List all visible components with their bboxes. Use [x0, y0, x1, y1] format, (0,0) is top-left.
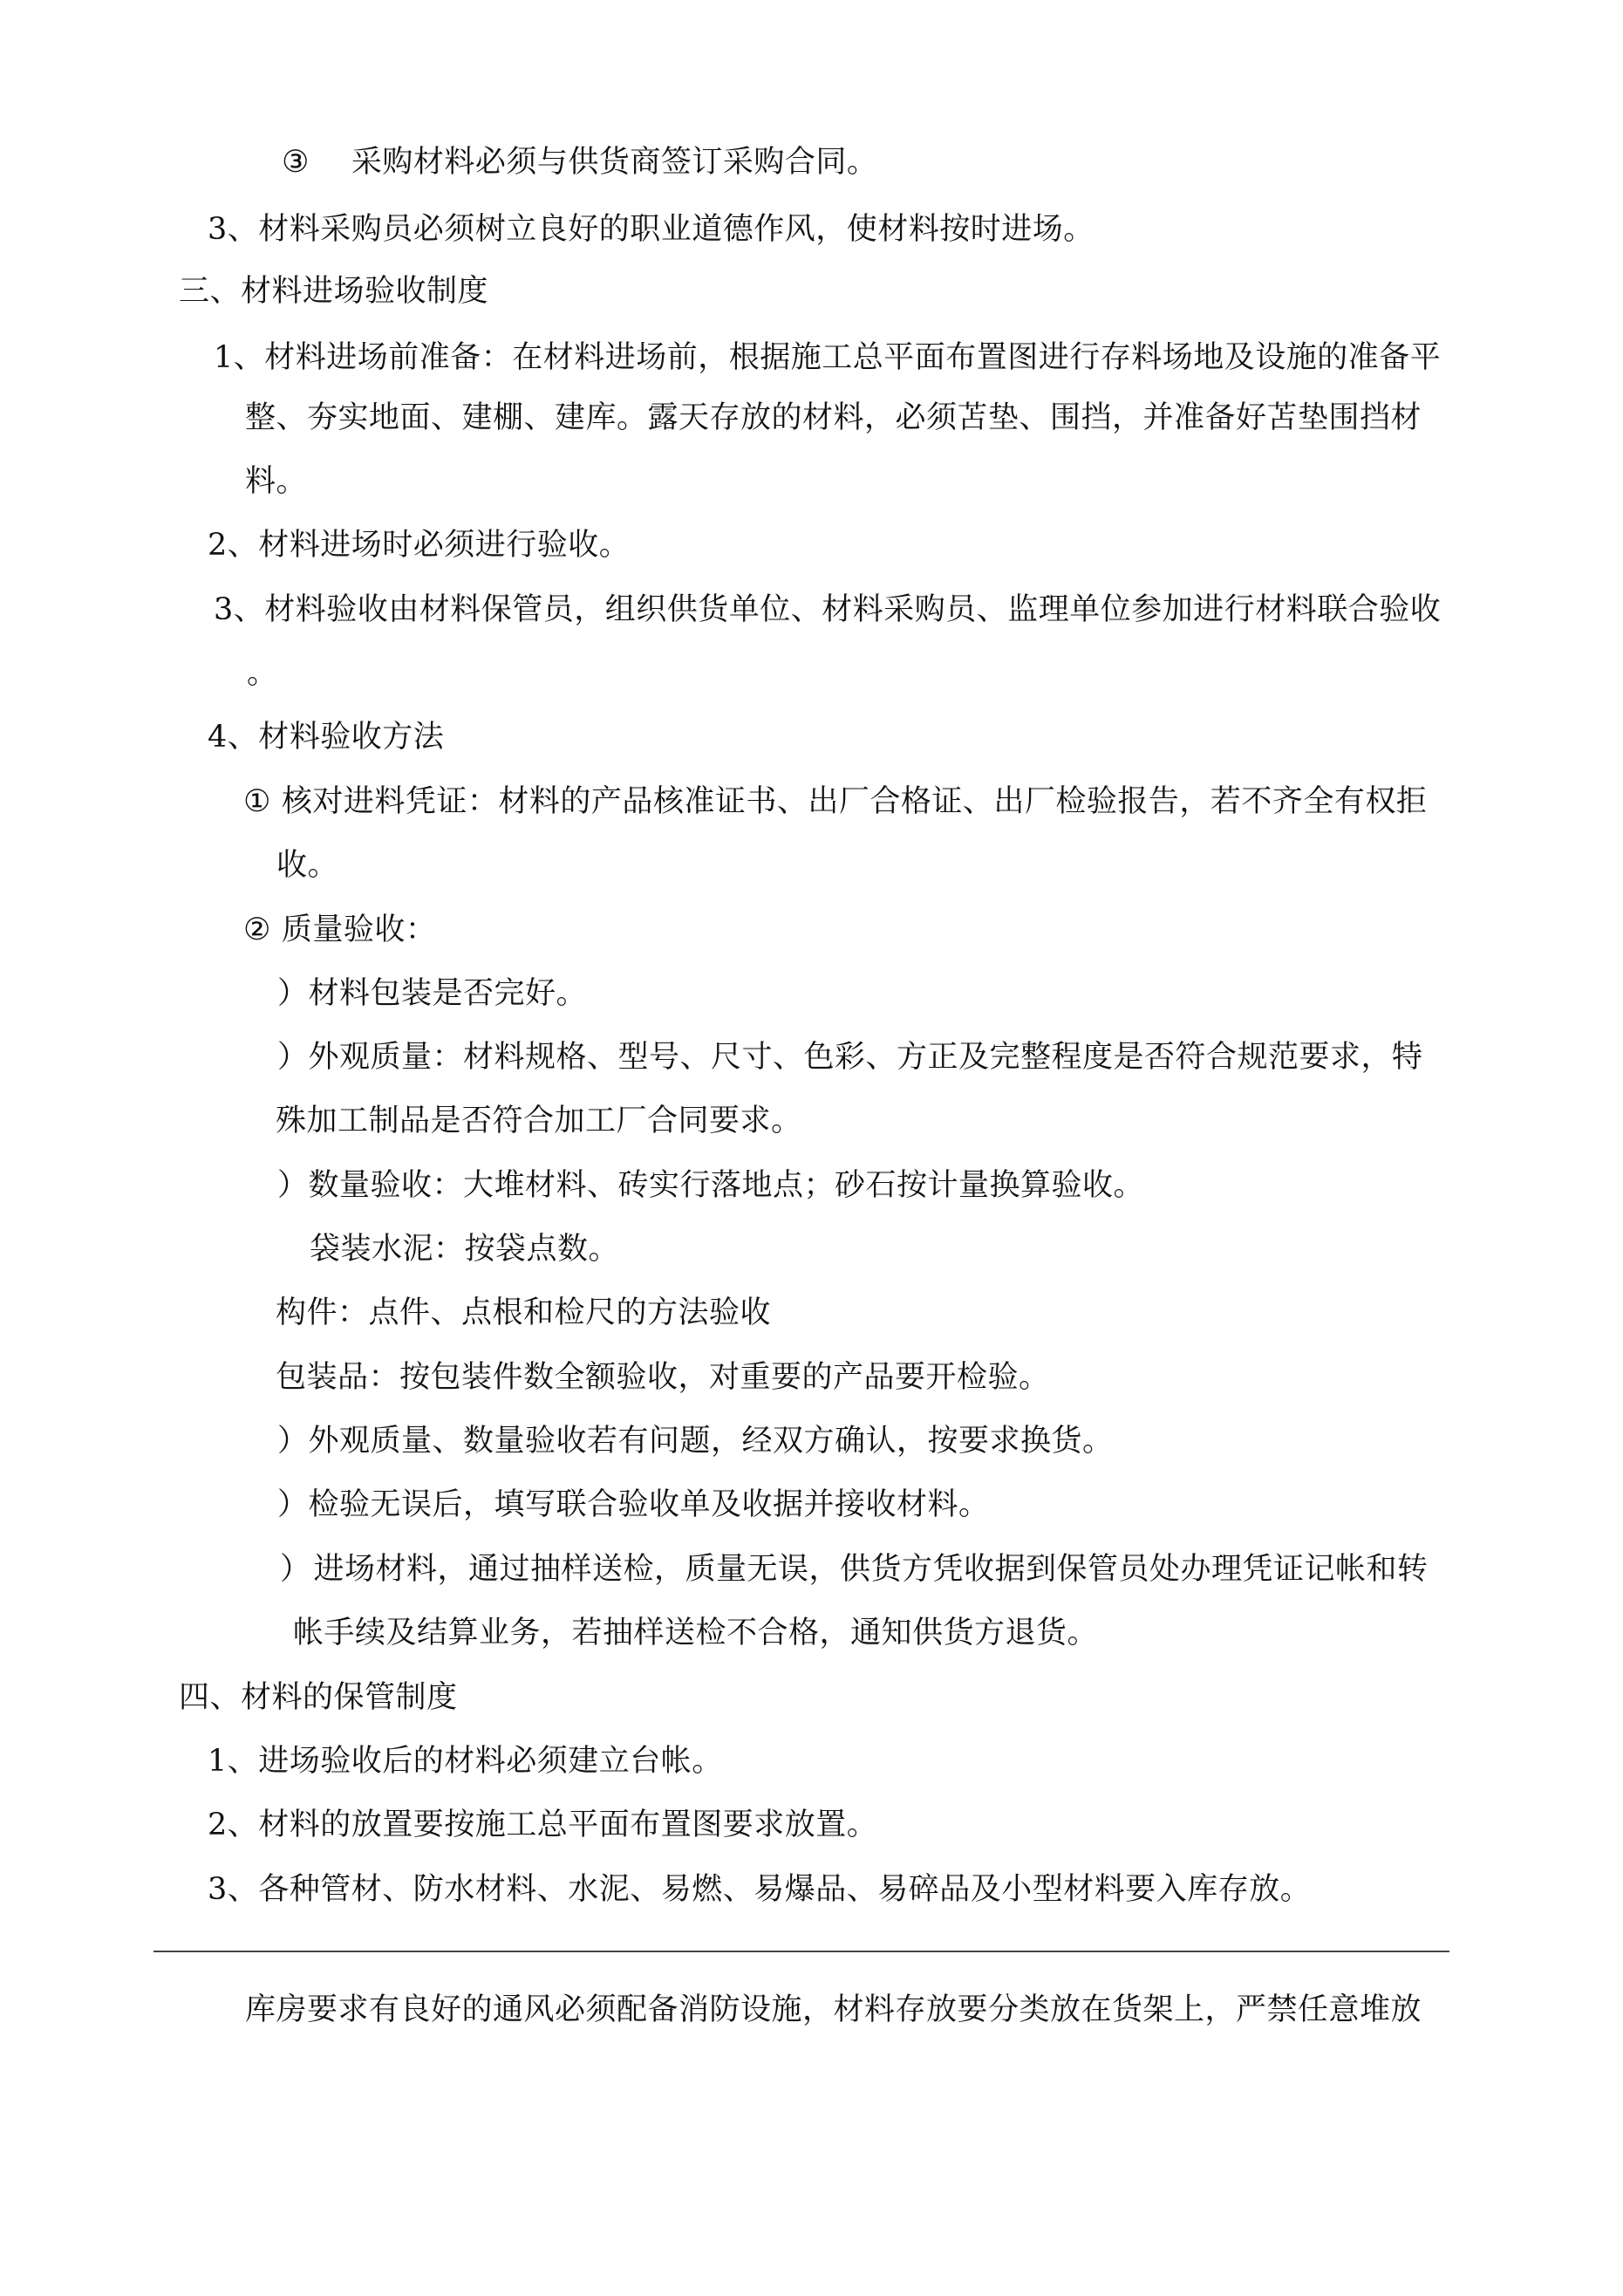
- line-text: 1、材料进场前准备：在材料进场前，根据施工总平面布置图进行存料场地及设施的准备平: [214, 340, 1442, 375]
- line-text: 四、材料的保管制度: [179, 1680, 458, 1715]
- doc-line: [208, 210, 1095, 249]
- doc-line: [310, 1230, 619, 1268]
- doc-line: [280, 1550, 1429, 1589]
- line-text: 包装品：按包装件数全额验收，对重要的产品要开检验。: [276, 1360, 1050, 1395]
- doc-line: [214, 338, 1441, 377]
- line-text: 三、材料进场验收制度: [179, 274, 489, 309]
- doc-line: [277, 1486, 990, 1524]
- line-text: 2、材料的放置要按施工总平面布置图要求放置。: [208, 1807, 878, 1842]
- line-text: 2、材料进场时必须进行验收。: [208, 528, 631, 563]
- doc-line: [245, 399, 1422, 437]
- line-text: 3、各种管材、防水材料、水泥、易燃、易爆品、易碎品及小型材料要入库存放。: [208, 1872, 1312, 1907]
- list-marker: ②: [243, 912, 271, 947]
- doc-line: [277, 1422, 1114, 1460]
- line-text: 数量验收：大堆材料、砖实行落地点；砂石按计量换算验收。: [308, 1168, 1145, 1203]
- line-text: 库房要求有良好的通风必须配备消防设施，材料存放要分类放在货架上，严禁任意堆放: [245, 1992, 1422, 2027]
- line-text: 帐手续及结算业务，若抽样送检不合格，通知供货方退货。: [293, 1616, 1099, 1650]
- line-text: 殊加工制品是否符合加工厂合同要求。: [276, 1104, 802, 1138]
- line-text: 3、材料验收由材料保管员，组织供货单位、材料采购员、监理单位参加进行材料联合验收: [214, 592, 1442, 627]
- doc-line: [208, 1806, 877, 1844]
- doc-line: [282, 143, 877, 181]
- section-heading: [179, 272, 488, 311]
- doc-line: [293, 1614, 1098, 1652]
- list-marker: ）: [280, 1552, 311, 1587]
- line-text: 进场材料，通过抽样送检，质量无误，供货方凭收据到保管员处办理凭证记帐和转: [313, 1552, 1429, 1587]
- doc-line: [243, 911, 436, 949]
- doc-line: [247, 654, 278, 693]
- doc-line: [245, 462, 307, 501]
- doc-line: [276, 1102, 802, 1140]
- list-marker: ①: [243, 784, 271, 819]
- line-text: 采购材料必须与供货商签订采购合同。: [351, 145, 878, 180]
- doc-line: [208, 1742, 723, 1780]
- line-text: 整、夯实地面、建棚、建库。露天存放的材料，必须苫垫、围挡，并准备好苫垫围挡材: [245, 400, 1422, 435]
- line-text: 1、进场验收后的材料必须建立台帐。: [208, 1744, 723, 1779]
- doc-line: [243, 782, 1427, 821]
- footer-divider: [153, 1951, 1449, 1952]
- list-marker: ③: [282, 145, 310, 180]
- line-text: 质量验收：: [281, 912, 437, 947]
- line-text: 收。: [276, 848, 339, 883]
- doc-line: [276, 1358, 1050, 1397]
- line-text: 4、材料验收方法: [208, 720, 445, 755]
- footer-text: [245, 1991, 1422, 2029]
- doc-line: [277, 974, 587, 1013]
- list-marker: ）: [277, 1487, 309, 1522]
- list-marker: ）: [277, 1424, 309, 1459]
- line-text: 袋装水泥：按袋点数。: [310, 1232, 620, 1267]
- list-marker: ）: [277, 1168, 309, 1203]
- doc-line: [276, 846, 338, 885]
- line-text: 构件：点件、点根和检尺的方法验收: [276, 1295, 772, 1330]
- doc-line: [208, 526, 630, 564]
- line-text: 核对进料凭证：材料的产品核准证书、出厂合格证、出厂检验报告，若不齐全有权拒: [281, 784, 1428, 819]
- list-marker: ）: [277, 1040, 309, 1075]
- line-text: 3、材料采购员必须树立良好的职业道德作风，使材料按时进场。: [208, 212, 1095, 247]
- list-marker: ）: [277, 976, 309, 1011]
- doc-line: [208, 718, 444, 756]
- doc-line: [277, 1038, 1423, 1076]
- line-text: 检验无误后，填写联合验收单及收据并接收材料。: [308, 1487, 990, 1522]
- doc-line: [277, 1166, 1144, 1205]
- section-heading: [179, 1678, 458, 1717]
- line-text: 外观质量：材料规格、型号、尺寸、色彩、方正及完整程度是否符合规范要求，特: [308, 1040, 1423, 1075]
- line-text: 外观质量、数量验收若有问题，经双方确认，按要求换货。: [308, 1424, 1114, 1459]
- doc-line: [276, 1294, 771, 1332]
- line-text: 料。: [245, 464, 308, 499]
- line-text: 材料包装是否完好。: [308, 976, 588, 1011]
- doc-line: [214, 591, 1441, 629]
- doc-line: [208, 1870, 1311, 1909]
- line-text: 。: [247, 656, 278, 691]
